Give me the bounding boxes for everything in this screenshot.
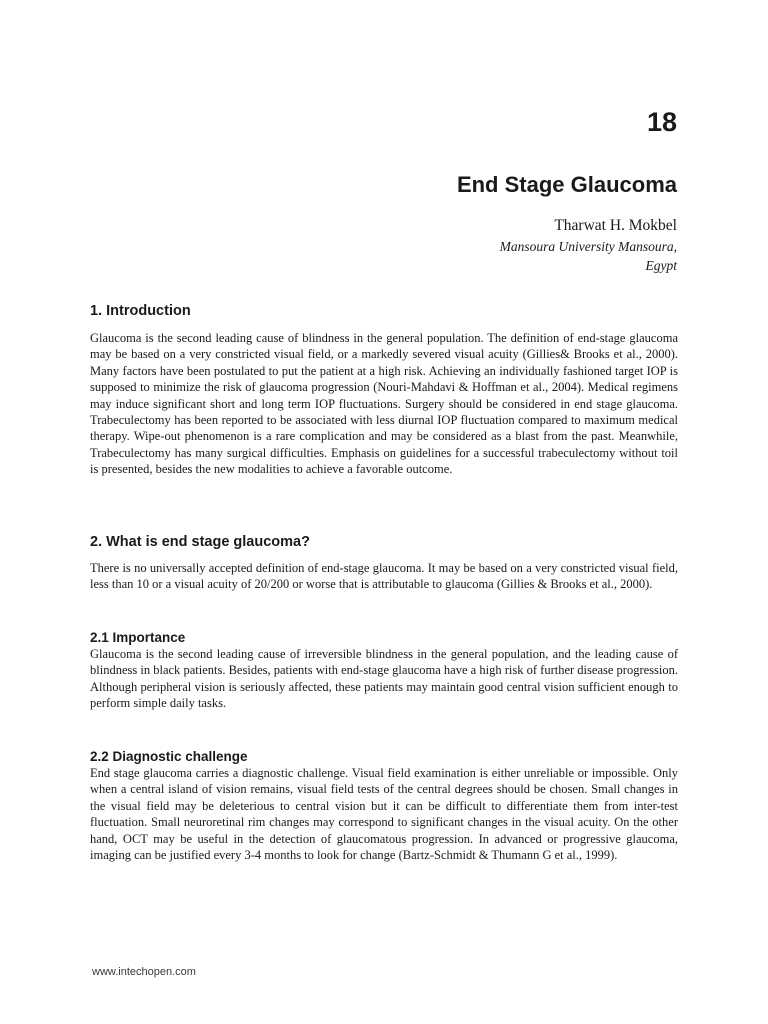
- section-heading-introduction: 1. Introduction: [90, 303, 191, 319]
- introduction-paragraph: Glaucoma is the second leading cause of blindness in the general population. The definition of end-stage glaucoma may be based on a very constricted visual field, or a markedly severed visual acuity (Gillies& Brooks et al., 2000). Many factors have been postulated to put the patient at a high risk. Achieving an individually fashioned target IOP is supposed to minimize the risk of glaucoma progression (Nouri-Mahdavi & Hoffman et al., 2004). Medical regimens may induce significant short and long term IOP fluctuations. Surgery should be considered in end stage glaucoma. Trabeculectomy has been reported to be associated with less diurnal IOP fluctuation compared to maximum medical therapy. Wipe-out phenomenon is a rare complication and may be considered as a blast from the past. Meanwhile, Trabeculectomy has many surgical difficulties. Emphasis on guidelines for a successful trabeculectomy without toil is presented, besides the new modalities to achieve a favorable outcome.: [90, 331, 678, 477]
- what-is-paragraph: There is no universally accepted definition of end-stage glaucoma. It may be based on a very constricted visual field, less than 10 or a visual acuity of 20/200 or worse that is attributable to glaucoma (Gillies & Brooks et al., 2000).: [90, 561, 678, 592]
- section-heading-what-is: 2. What is end stage glaucoma?: [90, 534, 310, 550]
- author-name: Tharwat H. Mokbel: [554, 217, 677, 234]
- author-affiliation-line1: Mansoura University Mansoura,: [499, 239, 677, 254]
- subsection-heading-importance: 2.1 Importance: [90, 630, 186, 645]
- chapter-number: 18: [646, 107, 677, 137]
- diagnostic-paragraph: End stage glaucoma carries a diagnostic challenge. Visual field examination is either unreliable or impossible. Only when a central island of vision remains, visual field tests of the central degrees should be chosen. Small changes in the visual field may be deleterious to central vision but it can be difficult to differentiate them from inter-test fluctuation. Small neuroretinal rim changes may correspond to significant changes in the visual acuity. On the other hand, OCT may be useful in the detection of glaucomatous progression. In advanced or progressive glaucoma, imaging can be justified every 3-4 months to look for change (Bartz-Schmidt & Thumann G et al., 1999).: [90, 766, 678, 863]
- importance-paragraph: Glaucoma is the second leading cause of irreversible blindness in the general population, and the leading cause of blindness in black patients. Besides, patients with end-stage glaucoma have a high risk of further disease progression. Although peripheral vision is seriously affected, these patients may maintain good central vision sufficient enough to perform simple daily tasks.: [90, 647, 678, 711]
- chapter-title: End Stage Glaucoma: [456, 172, 677, 197]
- author-affiliation-line2: Egypt: [645, 258, 677, 273]
- footer-url[interactable]: www.intechopen.com: [92, 966, 196, 978]
- subsection-heading-diagnostic: 2.2 Diagnostic challenge: [90, 749, 248, 764]
